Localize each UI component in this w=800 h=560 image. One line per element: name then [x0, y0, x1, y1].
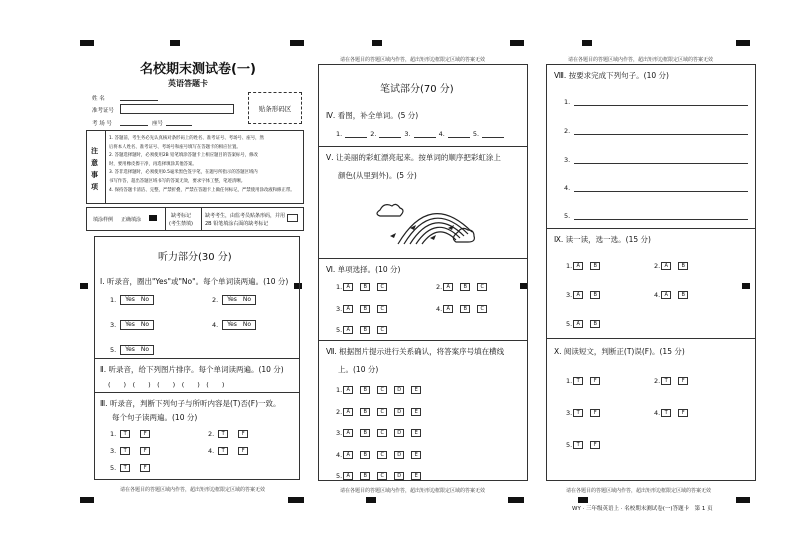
- warning-text: 请在各题目的答题区域内作答，超出矩形边框限定区域的答案无效: [340, 57, 486, 63]
- room-field[interactable]: [120, 119, 148, 126]
- timing-mark: [288, 497, 304, 503]
- missing-text-2: 2B 铅笔填涂右面的缺考标记: [205, 221, 269, 227]
- correct-fill-label: 正确填涂: [121, 217, 142, 223]
- q3-item[interactable]: 4. T F: [208, 447, 254, 455]
- timing-mark: [736, 497, 750, 503]
- q8-line[interactable]: 3.: [564, 156, 748, 164]
- listening-q3-title: Ⅲ. 听录音，判断下列句子与所听内容是(T)否(F)一致。: [100, 399, 281, 408]
- q1-item[interactable]: 1. Yes No: [110, 295, 160, 305]
- correct-fill-sample: [149, 215, 157, 221]
- notice-line: 书写作答，超出答题区域书写的答案无效，要求字体工整，笔迹清晰。: [109, 178, 246, 184]
- name-label: 姓 名: [92, 96, 105, 102]
- q8-line[interactable]: 4.: [564, 184, 748, 192]
- written-q7-title: Ⅶ. 根据图片提示进行关系确认，将答案序号填在横线: [326, 347, 505, 356]
- missing-label: 缺考标记: [171, 213, 192, 219]
- q6-item[interactable]: 5. A B C: [336, 326, 393, 334]
- q6-item[interactable]: 2. A B C: [436, 283, 493, 291]
- q8-line[interactable]: 5.: [564, 212, 748, 220]
- warning-text: 请在各题目的答题区域内作答，超出矩形边框限定区域的答案无效: [566, 488, 712, 494]
- notice-line: 2. 答题选择题时，必须使用2B 铅笔填涂答题卡上相应题目的答案标号，修改: [109, 153, 258, 159]
- barcode-label: 贴条形码区: [258, 104, 292, 113]
- q1-item[interactable]: 5. Yes No: [110, 345, 160, 355]
- q9-item[interactable]: 2. A B: [654, 262, 694, 270]
- fill-example-label: 填涂样例: [93, 217, 114, 223]
- listening-q3-title-2: 每个句子读两遍。(10 分): [112, 413, 198, 422]
- q8-line[interactable]: 1.: [564, 98, 748, 106]
- notice-line: 1. 答题前，考生务必先认真核对条形码上的姓名、准考证号、考场号、座号，然: [109, 136, 264, 141]
- q7-item[interactable]: 2. A B C D E: [336, 408, 427, 416]
- written-q4-title: Ⅳ. 看图，补全单词。(5 分): [326, 111, 419, 120]
- warning-text: 请在各题目的答题区域内作答，超出矩形边框限定区域的答案无效: [568, 57, 714, 63]
- timing-mark: [582, 40, 592, 46]
- timing-mark: [80, 283, 88, 289]
- notice-line: 后将本人姓名、准考证号、考场号和座号填写在答题卡的相应位置。: [109, 144, 241, 150]
- notice-line: 时，要用橡皮擦干净，再选择填涂其他答案。: [109, 161, 197, 167]
- written-q6-title: Ⅵ. 单项选择。(10 分): [326, 265, 401, 274]
- q3-item[interactable]: 2. T F: [208, 430, 254, 438]
- missing-note: (考生禁填): [169, 221, 193, 227]
- timing-mark: [510, 40, 524, 46]
- q3-item[interactable]: 5. T F: [110, 464, 156, 472]
- q10-item[interactable]: 1. T F: [566, 377, 606, 385]
- right-q9-title: Ⅸ. 读一读，选一选。(15 分): [554, 235, 651, 244]
- name-field[interactable]: [120, 94, 158, 101]
- q3-item[interactable]: 3. T F: [110, 447, 156, 455]
- notice-line: 3. 答非选择题时，必须使用0.5毫米黑色签字笔，在题号所指示的答题区域内: [109, 170, 258, 176]
- q9-item[interactable]: 1. A B: [566, 262, 606, 270]
- barcode-area: [248, 92, 302, 124]
- q9-item[interactable]: 3. A B: [566, 291, 606, 299]
- timing-mark: [80, 40, 94, 46]
- rainbow-illustration: [370, 188, 490, 254]
- q9-item[interactable]: 4. A B: [654, 291, 694, 299]
- sheet-subtitle: 英语答题卡: [168, 79, 208, 88]
- exam-number-field[interactable]: [120, 104, 234, 114]
- q1-item[interactable]: 3. Yes No: [110, 320, 160, 330]
- q7-item[interactable]: 4. A B C D E: [336, 451, 427, 459]
- right-q10-title: Ⅹ. 阅读短文，判断正(T)误(F)。(15 分): [554, 347, 685, 356]
- timing-mark: [170, 40, 180, 46]
- written-q5-title: Ⅴ. 让美丽的彩虹漂亮起来。按单词的顺序把彩虹涂上: [326, 153, 501, 162]
- timing-mark: [80, 497, 94, 503]
- timing-mark: [290, 40, 304, 46]
- q4-blanks[interactable]: 1. 2. 3. 4. 5.: [336, 130, 504, 138]
- q10-item[interactable]: 3. T F: [566, 409, 606, 417]
- q1-item[interactable]: 4. Yes No: [212, 320, 262, 330]
- missing-mark-box[interactable]: [287, 214, 298, 222]
- q7-item[interactable]: 5. A B C D E: [336, 472, 427, 480]
- q7-item[interactable]: 3. A B C D E: [336, 429, 427, 437]
- listening-title: 听力部分(30 分): [158, 252, 232, 263]
- room-label: 考 场 号: [92, 121, 112, 127]
- q7-item[interactable]: 1. A B C D E: [336, 386, 427, 394]
- notice-box: [86, 130, 304, 204]
- q8-line[interactable]: 2.: [564, 127, 748, 135]
- q2-blanks[interactable]: ( ) ( ) ( ) ( ) ( ): [108, 381, 225, 389]
- notice-lines: [109, 135, 295, 195]
- written-title: 笔试部分(70 分): [380, 84, 454, 95]
- notice-label: 注意事项: [91, 147, 98, 191]
- q6-item[interactable]: 3. A B C: [336, 305, 393, 313]
- warning-text: 请在各题目的答题区域内作答，超出矩形边框限定区域的答案无效: [120, 487, 266, 493]
- written-q7-title-2: 上。(10 分): [338, 365, 379, 374]
- timing-mark: [578, 497, 588, 503]
- listening-q1-title: Ⅰ. 听录音，圈出"Yes"或"No"。每个单词读两遍。(10 分): [100, 277, 289, 286]
- timing-mark: [366, 497, 376, 503]
- missing-text-1: 缺考考生，由监考员贴条形码，并用: [205, 213, 286, 219]
- listening-q2-title: Ⅱ. 听录音，给下列图片排序。每个单词读两遍。(10 分): [100, 365, 284, 374]
- seat-label: 座号: [152, 121, 164, 127]
- warning-text: 请在各题目的答题区域内作答，超出矩形边框限定区域的答案无效: [340, 488, 486, 494]
- q10-item[interactable]: 4. T F: [654, 409, 694, 417]
- q6-item[interactable]: 4. A B C: [436, 305, 493, 313]
- timing-mark: [736, 40, 750, 46]
- fill-example-box: [86, 207, 304, 231]
- page-footer: WY · 三年级英语上 · 名校期末测试卷(一)答题卡 第 1 页: [572, 506, 713, 512]
- q10-item[interactable]: 2. T F: [654, 377, 694, 385]
- q6-item[interactable]: 1. A B C: [336, 283, 393, 291]
- q1-item[interactable]: 2. Yes No: [212, 295, 262, 305]
- written-q5-title-2: 颜色(从里到外)。(5 分): [338, 171, 417, 180]
- exam-label: 准考证号: [92, 108, 115, 114]
- q3-item[interactable]: 1. T F: [110, 430, 156, 438]
- timing-mark: [508, 497, 524, 503]
- sheet-title: 名校期末测试卷(一): [140, 62, 256, 77]
- seat-field[interactable]: [166, 119, 192, 126]
- q9-item[interactable]: 5. A B: [566, 320, 606, 328]
- q10-item[interactable]: 5. T F: [566, 441, 606, 449]
- timing-mark: [372, 40, 382, 46]
- notice-line: 4. 保持答题卡清洁、完整，严禁折叠，严禁在答题卡上做任何标记，严禁使用涂改液和修正带。: [109, 187, 295, 193]
- right-q8-title: Ⅷ. 按要求完成下列句子。(10 分): [554, 71, 669, 80]
